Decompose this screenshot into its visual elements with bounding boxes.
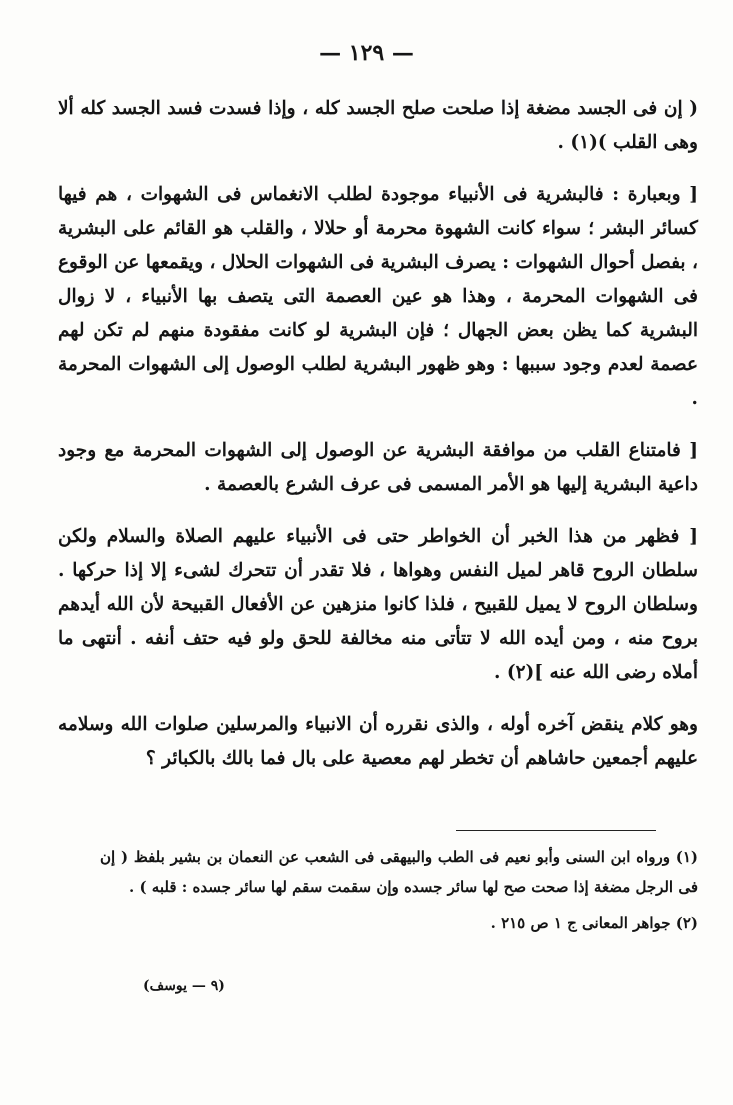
paragraph: [ وبعبارة : فالبشرية فى الأنبياء موجودة لطلب الانغماس فى الشهوات ، هم فيها كسائر البشر ؛ سواء كانت الشهوة محرمة أو حلالا ، والقلب هو القائم على البشرية ، بفصل أحوال الشهوات : يصرف البشرية فى الشهوات الحلال ، ويقمعها عن الوقوع فى الشهوات المحرمة ، وهذا هو عين العصمة التى يتصف بها الأنبياء ، لا زوال البشرية كما يظن بعض الجهال ؛ فإن البشرية لو كانت مفقودة منهم لم تكن لهم عصمة لعدم وجود سببها : وهو ظهور البشرية لطلب الوصول إلى الشهوات المحرمة .	[58, 184, 698, 409]
paragraph: [ فامتناع القلب من موافقة البشرية عن الوصول إلى الشهوات المحرمة مع وجود داعية البشرية إليها هو الأمر المسمى فى عرف الشرع بالعصمة .	[58, 440, 698, 495]
paragraph: ( إن فى الجسد مضغة إذا صلحت صلح الجسد كله ، وإذا فسدت فسد الجسد كله ألا وهى القلب )(١) .	[58, 98, 698, 153]
paragraph: وهو كلام ينقض آخره أوله ، والذى نقرره أن الانبياء والمرسلين صلوات الله وسلامه عليهم أجمعين حاشاهم أن تخطر لهم معصية على بال فما بالك بالكبائر ؟	[58, 714, 698, 769]
page-number: — ١٢٩ —	[319, 40, 414, 66]
footnote: (٢) جواهر المعانى ج ١ ص ٢١٥ .	[490, 914, 698, 932]
signature-mark: (٩ — يوسف)	[143, 978, 225, 994]
paragraph: [ فظهر من هذا الخبر أن الخواطر حتى فى الأنبياء عليهم الصلاة والسلام ولكن سلطان الروح قاهر لميل النفس وهواها ، فلا تقدر أن تتحرك لشىء إلا إذا حركها . وسلطان الروح لا يميل للقبيح ، فلذا كانوا منزهين عن الأفعال القبيحة لأن الله أيدهم بروح منه ، ومن أيده الله لا تتأتى منه مخالفة للحق ولو فيه حتف أنفه . أنتهى ما أملاه رضى الله عنه ](٢) .	[58, 526, 699, 683]
main-text	[58, 92, 698, 794]
footnote-divider	[456, 830, 656, 831]
footnotes	[100, 842, 698, 944]
footnote: (١) ورواه ابن السنى وأبو نعيم فى الطب والبيهقى فى الشعب عن النعمان بن بشير بلفظ ( إن فى الرجل مضغة إذا صحت صح لها سائر جسده وإن سقمت سقم لها سائر جسده : قلبه ) .	[100, 848, 698, 896]
